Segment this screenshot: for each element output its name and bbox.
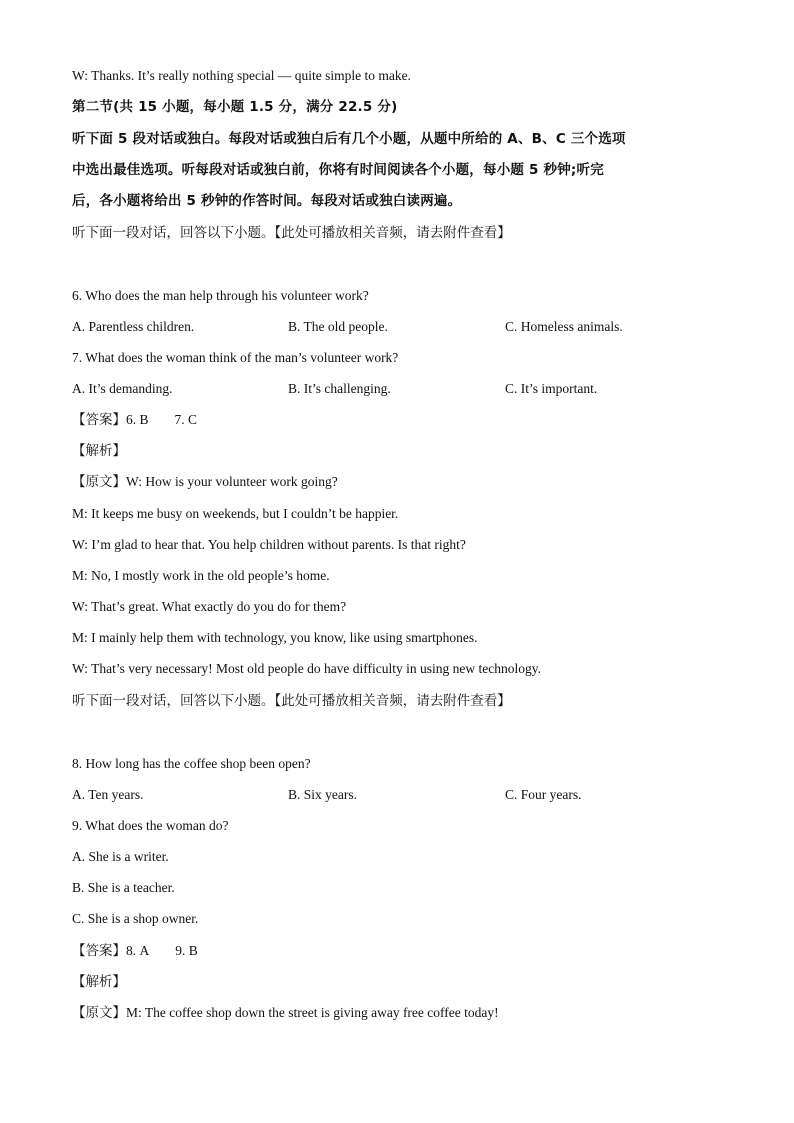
dialogue-line: M: It keeps me busy on weekends, but I couldn’t be happier. [72, 506, 399, 521]
transcript-tag: 【原文】 [72, 474, 126, 490]
option-6c: C. Homeless animals. [505, 319, 623, 334]
answer-tag: 【答案】 [72, 412, 126, 428]
transcript-line [72, 473, 338, 491]
option-7c: C. It’s important. [505, 381, 598, 396]
option-8b: B. Six years. [288, 787, 357, 802]
answer-9: 9. B [175, 943, 198, 958]
dialogue-line: W: How is your volunteer work going? [126, 474, 338, 489]
instruction-line: 听下面 5 段对话或独白。每段对话或独白后有几个小题，从题中所给的 A、B、C 三个选项 [72, 131, 626, 147]
question-9: 9. What does the woman do? [72, 818, 229, 833]
dialogue-line: W: That’s very necessary! Most old people do have difficulty in using new technology. [72, 661, 542, 676]
question-6: 6. Who does the man help through his volunteer work? [72, 288, 369, 303]
option-8a: A. Ten years. [72, 787, 144, 802]
listen-instruction: 听下面一段对话，回答以下小题。【此处可播放相关音频，请去附件查看】 [72, 693, 511, 709]
option-6b: B. The old people. [288, 319, 388, 334]
answer-line [72, 942, 198, 960]
option-9a: A. She is a writer. [72, 849, 169, 864]
dialogue-line: W: Thanks. It’s really nothing special — quite simple to make. [72, 68, 411, 83]
question-8: 8. How long has the coffee shop been open? [72, 756, 311, 771]
option-7b: B. It’s challenging. [288, 381, 391, 396]
instruction-line: 中选出最佳选项。听每段对话或独白前，你将有时间阅读各个小题，每小题 5 秒钟;听完 [72, 162, 604, 178]
option-9b: B. She is a teacher. [72, 880, 175, 895]
dialogue-line: W: That’s great. What exactly do you do for them? [72, 599, 347, 614]
answer-8: 8. A [126, 943, 150, 958]
instruction-line: 后，各小题将给出 5 秒钟的作答时间。每段对话或独白读两遍。 [72, 193, 462, 209]
analysis-tag: 【解析】 [72, 974, 126, 990]
answer-7: 7. C [174, 412, 198, 427]
dialogue-line: M: The coffee shop down the street is giving away free coffee today! [126, 1005, 499, 1020]
transcript-tag: 【原文】 [72, 1005, 126, 1021]
option-8c: C. Four years. [505, 787, 582, 802]
question-7: 7. What does the woman think of the man’s volunteer work? [72, 350, 399, 365]
listen-instruction: 听下面一段对话，回答以下小题。【此处可播放相关音频，请去附件查看】 [72, 225, 511, 241]
answer-6: 6. B [126, 412, 149, 427]
dialogue-line: M: No, I mostly work in the old people’s home. [72, 568, 330, 583]
analysis-tag: 【解析】 [72, 443, 126, 459]
answer-line [72, 411, 197, 429]
section-header: 第二节(共 15 小题，每小题 1.5 分，满分 22.5 分) [72, 99, 398, 115]
transcript-line [72, 1004, 499, 1022]
option-6a: A. Parentless children. [72, 319, 195, 334]
answer-tag: 【答案】 [72, 943, 126, 959]
dialogue-line: W: I’m glad to hear that. You help children without parents. Is that right? [72, 537, 466, 552]
option-7a: A. It’s demanding. [72, 381, 173, 396]
dialogue-line: M: I mainly help them with technology, you know, like using smartphones. [72, 630, 478, 645]
option-9c: C. She is a shop owner. [72, 911, 199, 926]
